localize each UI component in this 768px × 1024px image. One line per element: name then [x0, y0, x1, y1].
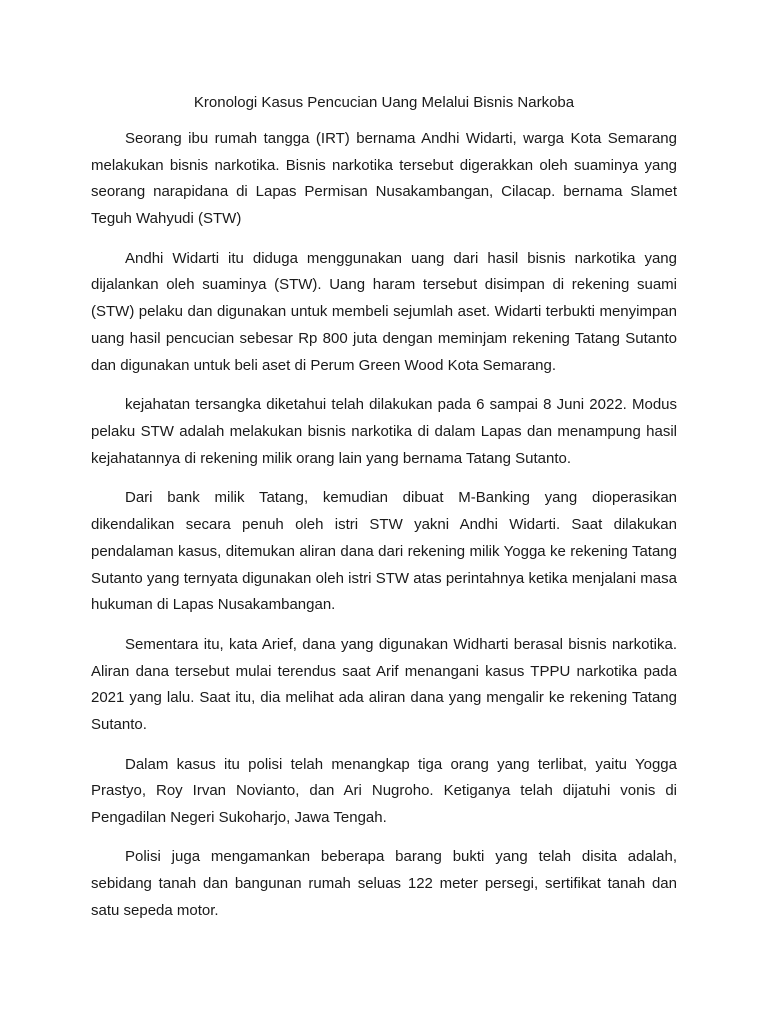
paragraph: kejahatan tersangka diketahui telah dilakukan pada 6 sampai 8 Juni 2022. Modus pelaku STW adalah melakukan bisnis narkotika di dalam Lapas dan menampung hasil kejahatannya di rekening milik orang lain yang bernama Tatang Sutanto. — [91, 396, 677, 467]
paragraph: Seorang ibu rumah tangga (IRT) bernama Andhi Widarti, warga Kota Semarang melakukan bisnis narkotika. Bisnis narkotika tersebut digerakkan oleh suaminya yang seorang narapidana di Lapas Permisan Nusakambangan, Cilacap. bernama Slamet Teguh Wahyudi (STW) — [91, 129, 677, 228]
paragraph: Dalam kasus itu polisi telah menangkap tiga orang yang terlibat, yaitu Yogga Prastyo, Roy Irvan Novianto, dan Ari Nugroho. Ketiganya telah dijatuhi vonis di Pengadilan Negeri Sukoharjo, Jawa Tengah. — [91, 755, 677, 827]
document-body — [91, 90, 677, 937]
paragraph: Andhi Widarti itu diduga menggunakan uang dari hasil bisnis narkotika yang dijalankan oleh suaminya (STW). Uang haram tersebut disimpan di rekening suami (STW) pelaku dan digunakan untuk membeli sejumlah aset. Widarti terbukti menyimpan uang hasil pencucian sebesar Rp 800 juta dengan meminjam rekening Tatang Sutanto dan digunakan untuk beli aset di Perum Green Wood Kota Semarang. — [91, 249, 677, 374]
document-title: Kronologi Kasus Pencucian Uang Melalui Bisnis Narkoba — [193, 94, 575, 111]
paragraph: Sementara itu, kata Arief, dana yang digunakan Widharti berasal bisnis narkotika. Aliran dana tersebut mulai terendus saat Arif menangani kasus TPPU narkotika pada 2021 yang lalu. Saat itu, dia melihat ada aliran dana yang mengalir ke rekening Tatang Sutanto. — [91, 635, 677, 734]
paragraph: Polisi juga mengamankan beberapa barang bukti yang telah disita adalah, sebidang tanah dan bangunan rumah seluas 122 meter persegi, sertifikat tanah dan satu sepeda motor. — [91, 848, 677, 920]
paragraph: Dari bank milik Tatang, kemudian dibuat M-Banking yang dioperasikan dikendalikan secara penuh oleh istri STW yakni Andhi Widarti. Saat dilakukan pendalaman kasus, ditemukan aliran dana dari rekening milik Yogga ke rekening Tatang Sutanto yang ternyata digunakan oleh istri STW atas perintahnya ketika menjalani masa hukuman di Lapas Nusakambangan. — [91, 489, 677, 614]
